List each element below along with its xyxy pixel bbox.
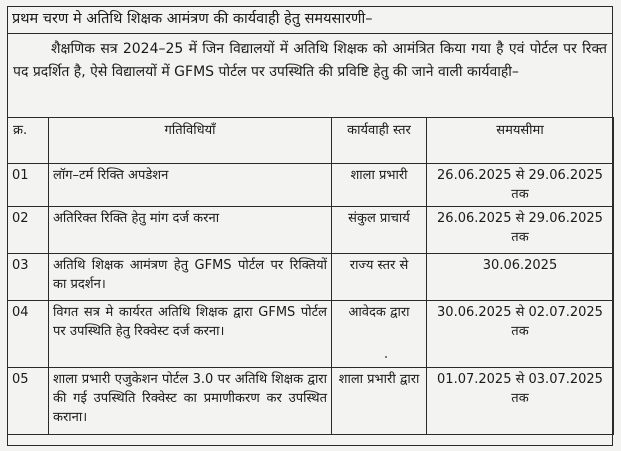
row-level: शाला प्रभारी द्वारा xyxy=(332,368,427,435)
row-activity: विगत सत्र मे कार्यरत अतिथि शिक्षक द्वारा GFMS पोर्टल पर उपस्थिति हेतु रिक्वेस्ट दर्ज करना। xyxy=(49,301,332,368)
row-level: आवेदक द्वारा xyxy=(332,301,427,368)
table-row xyxy=(8,368,614,435)
row-serial: 04 xyxy=(8,301,49,368)
header-serial: क्र. xyxy=(8,118,49,164)
table-row xyxy=(8,254,614,301)
scan-speck xyxy=(385,356,387,358)
row-deadline: 01.07.2025 से 03.07.2025 तक xyxy=(427,368,614,435)
header-deadline: समयसीमा xyxy=(427,118,614,164)
header-activity: गतिविधियाँ xyxy=(49,118,332,164)
row-activity: शाला प्रभारी एजुकेशन पोर्टल 3.0 पर अतिथि शिक्षक द्वारा की गई उपस्थिति रिक्वेस्ट का प्रमाणीकरण कर उपस्थित कराना। xyxy=(49,368,332,435)
row-activity: अतिथि शिक्षक आमंत्रण हेतु GFMS पोर्टल पर रिक्तियों का प्रदर्शन। xyxy=(49,254,332,301)
row-activity: अतिरिक्त रिक्ति हेतु मांग दर्ज करना xyxy=(49,207,332,254)
row-level: शाला प्रभारी xyxy=(332,164,427,207)
table-row xyxy=(8,207,614,254)
intro-paragraph: शैक्षणिक सत्र 2024–25 में जिन विद्यालयों में अतिथि शिक्षक को आमंत्रित किया गया है एवं पोर्टल पर रिक्त पद प्रदर्शित है, ऐसे विद्यालयों में GFMS पोर्टल पर उपस्थिति की प्रविष्टि हेतु की जाने वाली कार्यवाही– xyxy=(13,41,607,80)
row-serial: 02 xyxy=(8,207,49,254)
table-header-row xyxy=(8,118,614,164)
schedule-table xyxy=(7,117,614,435)
row-activity: लॉग–टर्म रिक्ति अपडेशन xyxy=(49,164,332,207)
table-row xyxy=(8,301,614,368)
row-deadline: 30.06.2025 xyxy=(427,254,614,301)
table-row xyxy=(8,164,614,207)
header-level: कार्यवाही स्तर xyxy=(332,118,427,164)
row-serial: 05 xyxy=(8,368,49,435)
row-deadline: 30.06.2025 से 02.07.2025 तक xyxy=(427,301,614,368)
row-level: राज्य स्तर से xyxy=(332,254,427,301)
row-serial: 03 xyxy=(8,254,49,301)
row-deadline: 26.06.2025 से 29.06.2025 तक xyxy=(427,164,614,207)
heading-divider xyxy=(7,33,613,34)
document-heading: प्रथम चरण मे अतिथि शिक्षक आमंत्रण की कार्यवाही हेतु समयसारणी– xyxy=(12,11,373,27)
row-level: संकुल प्राचार्य xyxy=(332,207,427,254)
row-deadline: 26.06.2025 से 29.06.2025 तक xyxy=(427,207,614,254)
row-serial: 01 xyxy=(8,164,49,207)
